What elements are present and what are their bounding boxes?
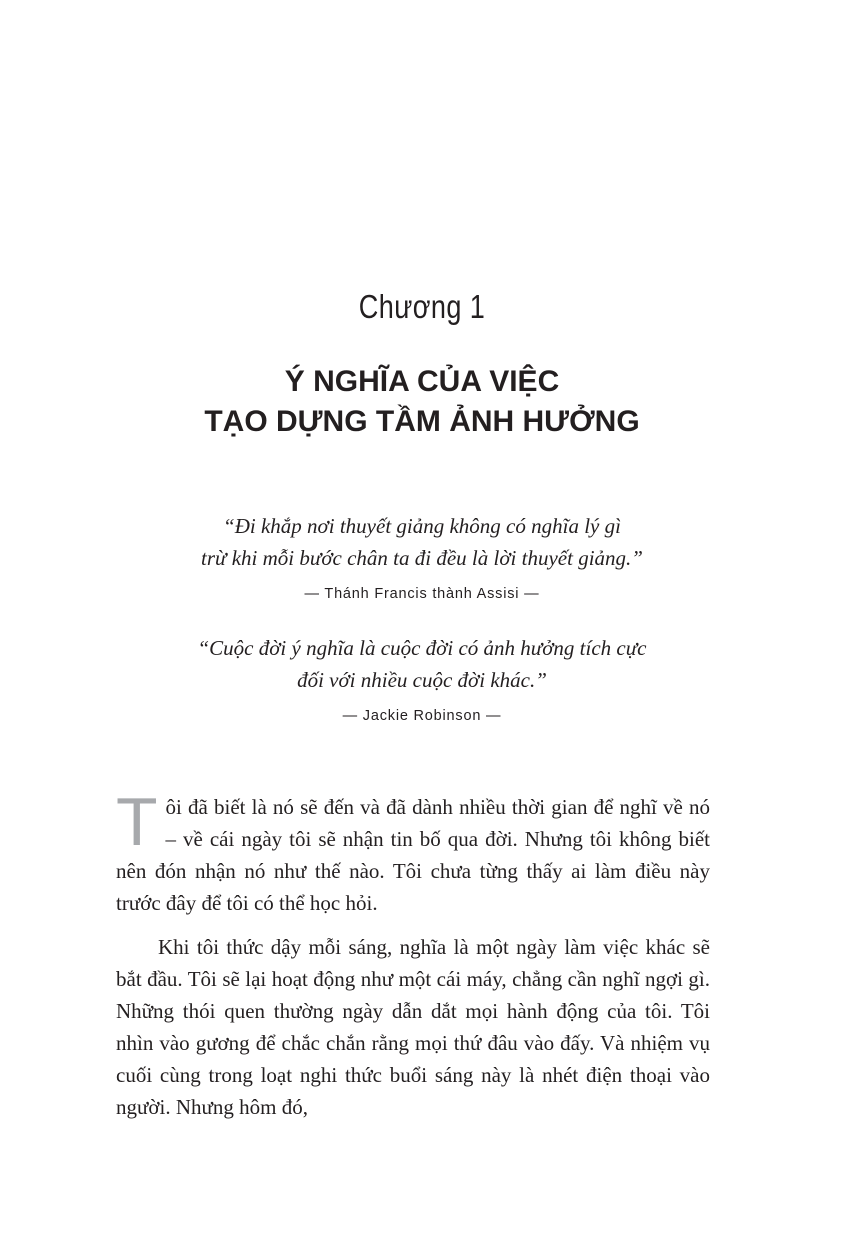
- epigraph-quote-line: đối với nhiều cuộc đời khác.”: [297, 668, 547, 692]
- epigraph-robinson: [0, 632, 844, 724]
- epigraph-author: — Jackie Robinson —: [342, 708, 502, 724]
- body-paragraph-2: Khi tôi thức dậy mỗi sáng, nghĩa là một ngày làm việc khác sẽ bắt đầu. Tôi sẽ lại hoạt động như một cái máy, chẳng cần nghĩ ngợi gì. Những thói quen thường ngày dẫn dắt mọi hành động của tôi. Tôi nhìn vào gương để chắc chắn rằng mọi thứ đâu vào đấy. Và nhiệm vụ cuối cùng trong loạt nghi thức buổi sáng này là nhét điện thoại vào người. Nhưng hôm đó,: [116, 935, 710, 1119]
- body-text: [116, 784, 710, 1123]
- chapter-title: [0, 362, 844, 442]
- chapter-title-line-2: TẠO DỰNG TẦM ẢNH HƯỞNG: [204, 405, 640, 438]
- epigraph-quote-line: “Đi khắp nơi thuyết giảng không có nghĩa lý gì: [223, 514, 621, 538]
- epigraph-author: — Thánh Francis thành Assisi —: [304, 586, 540, 602]
- chapter-title-line-1: Ý NGHĨA CỦA VIỆC: [284, 365, 560, 398]
- epigraph-francis: [0, 510, 844, 602]
- epigraph-quote-line: “Cuộc đời ý nghĩa là cuộc đời có ảnh hưởng tích cực: [197, 636, 647, 660]
- epigraph-quote: [0, 632, 844, 696]
- epigraph-quote-line: trừ khi mỗi bước chân ta đi đều là lời thuyết giảng.”: [201, 546, 643, 570]
- body-paragraph-1-text: ôi đã biết là nó sẽ đến và đã dành nhiều thời gian để nghĩ về nó – về cái ngày tôi sẽ nhận tin bố qua đời. Nhưng tôi không biết nên đón nhận nó như thế nào. Tôi chưa từng thấy ai làm điều này trước đây để tôi có thể học hỏi.: [116, 795, 710, 915]
- body-paragraph-1: [116, 784, 710, 919]
- chapter-label: Chương 1: [358, 288, 486, 325]
- drop-cap: T: [116, 784, 158, 860]
- epigraph-quote: [0, 510, 844, 574]
